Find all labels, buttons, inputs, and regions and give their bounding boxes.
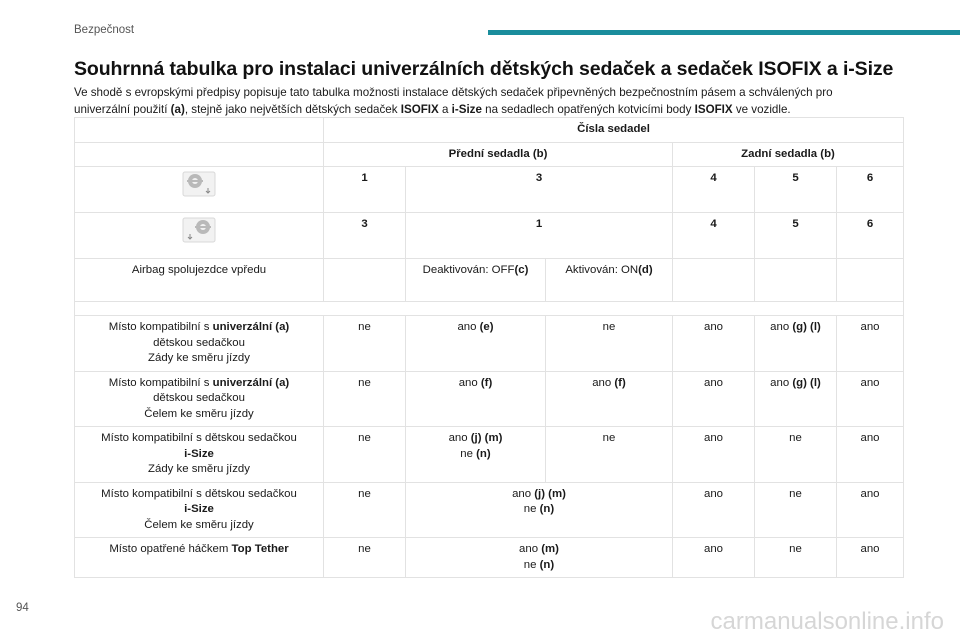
cell-text: ne	[358, 543, 371, 555]
cell-text: ano	[860, 432, 880, 444]
intro-text: na sedadlech opatřených kotvicími body	[481, 103, 695, 116]
cell	[324, 538, 406, 578]
seat-number: 6	[837, 213, 904, 259]
cell	[324, 371, 406, 427]
installation-table	[74, 117, 904, 578]
cell-text: ano	[860, 543, 880, 555]
seat-number: 1	[406, 213, 673, 259]
cell-ref: (g) (l)	[792, 321, 821, 333]
label-text: dětskou sedačkou	[153, 336, 245, 349]
label-term: i-Size	[184, 447, 214, 460]
intro-paragraph	[74, 84, 884, 118]
table-row	[75, 316, 904, 372]
row-label	[75, 482, 324, 538]
cell	[673, 538, 755, 578]
section-label: Bezpečnost	[74, 24, 135, 36]
cell-text: ne	[789, 487, 802, 500]
cell-text: ne	[523, 558, 540, 571]
label-text: Místo kompatibilní s dětskou sedačkou	[101, 432, 297, 444]
cell	[546, 427, 673, 483]
label-text: Čelem ke směru jízdy	[144, 407, 254, 420]
cell-text: ano	[860, 321, 880, 333]
cell-text: ano	[592, 376, 615, 389]
intro-term: i-Size	[451, 103, 482, 116]
cell	[324, 482, 406, 538]
label-term: Top Tether	[231, 543, 289, 555]
intro-text: ve vozidle.	[732, 103, 791, 116]
cell	[837, 538, 904, 578]
label-text: Místo kompatibilní s dětskou sedačkou	[101, 487, 297, 500]
row-label	[75, 316, 324, 372]
cell-text: ano	[703, 376, 723, 389]
airbag-on-text: Aktivován: ON	[565, 264, 639, 276]
cell-text: ano	[703, 543, 723, 555]
empty-header-cell	[75, 142, 324, 167]
row-label	[75, 538, 324, 578]
intro-text: , stejně jako největších dětských sedaček	[184, 103, 401, 116]
seat-number: 3	[324, 213, 406, 259]
label-text: Místo kompatibilní s	[108, 321, 213, 333]
cell-ref: (g) (l)	[792, 376, 821, 389]
seat-number: 5	[755, 213, 837, 259]
cell-ref: (j) (m)	[470, 432, 503, 444]
table-row	[75, 371, 904, 427]
seat-number: 6	[837, 167, 904, 213]
cell-text: ne	[523, 503, 540, 515]
airbag-label: Airbag spolujezdce vpředu	[75, 259, 324, 302]
seat-number: 4	[673, 167, 755, 213]
row-label	[75, 371, 324, 427]
cell-ref: (e)	[479, 321, 494, 333]
cell-ref: (n)	[539, 558, 555, 571]
cell-text: ne	[358, 376, 371, 389]
cell-text: ano	[860, 376, 880, 389]
cell-text: ano	[448, 432, 471, 444]
seat-number: 4	[673, 213, 755, 259]
intro-term: ISOFIX	[400, 103, 439, 116]
label-term: univerzální (a)	[212, 321, 290, 333]
airbag-off	[406, 259, 546, 302]
cell	[837, 371, 904, 427]
cell-text: ano	[770, 376, 793, 389]
cell-text: ano	[519, 543, 542, 555]
cell-text: ano	[457, 321, 480, 333]
cell	[673, 482, 755, 538]
table-row	[75, 538, 904, 578]
cell-text: ano	[703, 321, 723, 333]
row-label	[75, 427, 324, 483]
cell	[755, 538, 837, 578]
cell	[755, 371, 837, 427]
page-title: Souhrnná tabulka pro instalaci univerzálních dětských sedaček a sedaček ISOFIX a i-Size	[74, 58, 894, 80]
cell-text: ano	[512, 487, 535, 500]
intro-text: a	[438, 103, 452, 116]
spacer-row	[75, 302, 904, 316]
cell-text: ano	[458, 376, 481, 389]
cell-ref: (f)	[480, 376, 493, 389]
rhd-icon-cell	[75, 213, 324, 259]
label-text: Zády ke směru jízdy	[148, 463, 250, 475]
lhd-icon-cell	[75, 167, 324, 213]
empty-cell	[837, 259, 904, 302]
cell	[837, 482, 904, 538]
intro-ref: (a)	[170, 103, 185, 116]
cell-text: ano	[770, 321, 793, 333]
cell-text: ano	[703, 432, 723, 444]
cell-text: ne	[358, 321, 371, 333]
watermark-link[interactable]: carmanualsonline.info	[710, 608, 944, 635]
label-term: i-Size	[184, 503, 214, 515]
cell	[406, 482, 673, 538]
empty-cell	[324, 259, 406, 302]
label-text: Místo kompatibilní s	[108, 376, 213, 389]
cell-text: ne	[602, 432, 616, 444]
seat-number: 5	[755, 167, 837, 213]
cell-text: ne	[602, 321, 616, 333]
airbag-on-ref: (d)	[638, 264, 653, 276]
label-text: Čelem ke směru jízdy	[144, 518, 254, 531]
cell-text: ne	[789, 543, 802, 555]
cell-ref: (n)	[539, 503, 555, 515]
label-term: univerzální (a)	[212, 376, 290, 389]
cell	[837, 427, 904, 483]
cell	[673, 371, 755, 427]
cell	[755, 427, 837, 483]
label-text: dětskou sedačkou	[153, 392, 245, 404]
cell-text: ne	[358, 432, 371, 444]
cell-text: ne	[358, 487, 371, 500]
label-text: Zády ke směru jízdy	[148, 352, 250, 364]
cell-ref: (f)	[614, 376, 626, 389]
cell	[673, 427, 755, 483]
cell	[406, 316, 546, 372]
label-text: Místo opatřené háčkem	[109, 543, 232, 555]
table-row	[75, 427, 904, 483]
cell	[755, 316, 837, 372]
cell-ref: (m)	[541, 543, 559, 555]
header-accent-bar	[488, 30, 960, 35]
cell	[546, 316, 673, 372]
cell	[755, 482, 837, 538]
airbag-off-text: Deaktivován: OFF	[422, 264, 515, 276]
airbag-on	[546, 259, 673, 302]
cell-text: ne	[789, 432, 802, 444]
intro-text: Ve shodě s evropskými předpisy popisuje tato tabulka možnosti instalace dětských sedaček připevněných bezpečnostním pásem a schválených pro univerzální použití	[74, 86, 833, 116]
cell	[406, 538, 673, 578]
intro-term: ISOFIX	[694, 103, 733, 116]
right-hand-drive-steering-icon	[182, 217, 216, 243]
cell	[546, 371, 673, 427]
left-hand-drive-steering-icon	[182, 171, 216, 197]
cell	[324, 427, 406, 483]
airbag-off-ref: (c)	[514, 264, 529, 276]
cell	[837, 316, 904, 372]
cell	[673, 316, 755, 372]
empty-header-cell	[75, 118, 324, 143]
empty-cell	[755, 259, 837, 302]
cell	[324, 316, 406, 372]
seat-numbers-header: Čísla sedadel	[324, 118, 904, 143]
empty-cell	[673, 259, 755, 302]
cell	[406, 371, 546, 427]
table-row	[75, 482, 904, 538]
cell-text: ano	[860, 487, 880, 500]
seat-number: 1	[324, 167, 406, 213]
rear-seats-header: Zadní sedadla (b)	[673, 142, 904, 167]
front-seats-header: Přední sedadla (b)	[324, 142, 673, 167]
cell	[406, 427, 546, 483]
page-number: 94	[16, 602, 29, 614]
cell-ref: (n)	[476, 447, 491, 460]
cell-text: ano	[703, 487, 723, 500]
cell-text: ne	[460, 447, 477, 460]
seat-number: 3	[406, 167, 673, 213]
cell-ref: (j) (m)	[534, 487, 566, 500]
